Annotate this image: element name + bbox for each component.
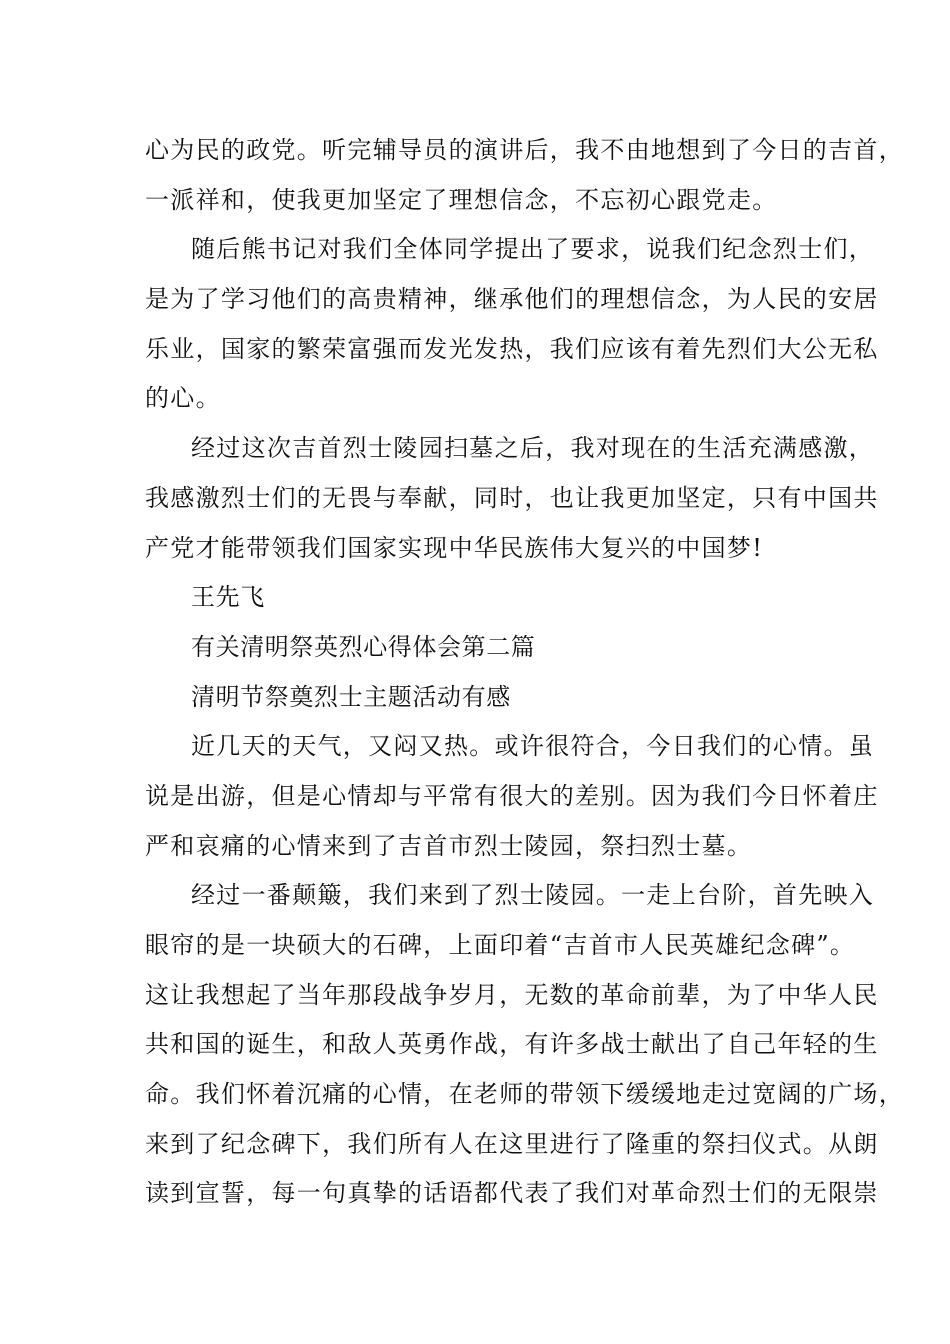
author-name: 王先飞 <box>191 583 265 612</box>
section-title: 有关清明祭英烈心得体会第二篇 <box>191 632 536 661</box>
paragraph-start-line: 随后熊书记对我们全体同学提出了要求，说我们纪念烈士们， <box>191 235 875 264</box>
text-line: 共和国的诞生，和敌人英勇作战，有许多战士献出了自己年轻的生 <box>145 1030 879 1059</box>
document-body <box>145 126 904 1219</box>
text-line: 说是出游，但是心情却与平常有很大的差别。因为我们今日怀着庄 <box>145 781 879 810</box>
text-line: 严和哀痛的心情来到了吉首市烈士陵园，祭扫烈士墓。 <box>145 831 753 860</box>
text-line: 来到了纪念碑下，我们所有人在这里进行了隆重的祭扫仪式。从朗 <box>145 1129 879 1158</box>
text-line: 读到宣誓，每一句真挚的话语都代表了我们对革命烈士们的无限崇 <box>145 1179 879 1208</box>
text-line: 产党才能带领我们国家实现中华民族伟大复兴的中国梦! <box>145 533 764 562</box>
text-line: 一派祥和，使我更加坚定了理想信念，不忘初心跟党走。 <box>145 185 778 214</box>
paragraph-start-line: 经过这次吉首烈士陵园扫墓之后，我对现在的生活充满感激， <box>191 434 875 463</box>
text-line: 眼帘的是一块硕大的石碑，上面印着“吉首市人民英雄纪念碑”。 <box>145 931 856 959</box>
paragraph-start-line: 近几天的天气，又闷又热。或许很符合，今日我们的心情。虽 <box>191 732 875 761</box>
article-subtitle: 清明节祭奠烈士主题活动有感 <box>191 682 511 711</box>
text-line: 心为民的政党。听完辅导员的演讲后，我不由地想到了今日的吉首， <box>145 136 904 164</box>
text-line: 我感激烈士们的无畏与奉献，同时，也让我更加坚定，只有中国共 <box>145 483 879 512</box>
text-line: 是为了学习他们的高贵精神，继承他们的理想信念，为人民的安居 <box>145 285 879 314</box>
text-line: 这让我想起了当年那段战争岁月，无数的革命前辈，为了中华人民 <box>145 980 879 1009</box>
text-line: 乐业，国家的繁荣富强而发光发热，我们应该有着先烈们大公无私 <box>145 334 879 363</box>
paragraph-start-line: 经过一番颠簸，我们来到了烈士陵园。一走上台阶，首先映入 <box>191 881 875 910</box>
text-line: 的心。 <box>145 384 221 413</box>
text-line: 命。我们怀着沉痛的心情，在老师的带领下缓缓地走过宽阔的广场， <box>145 1080 904 1109</box>
